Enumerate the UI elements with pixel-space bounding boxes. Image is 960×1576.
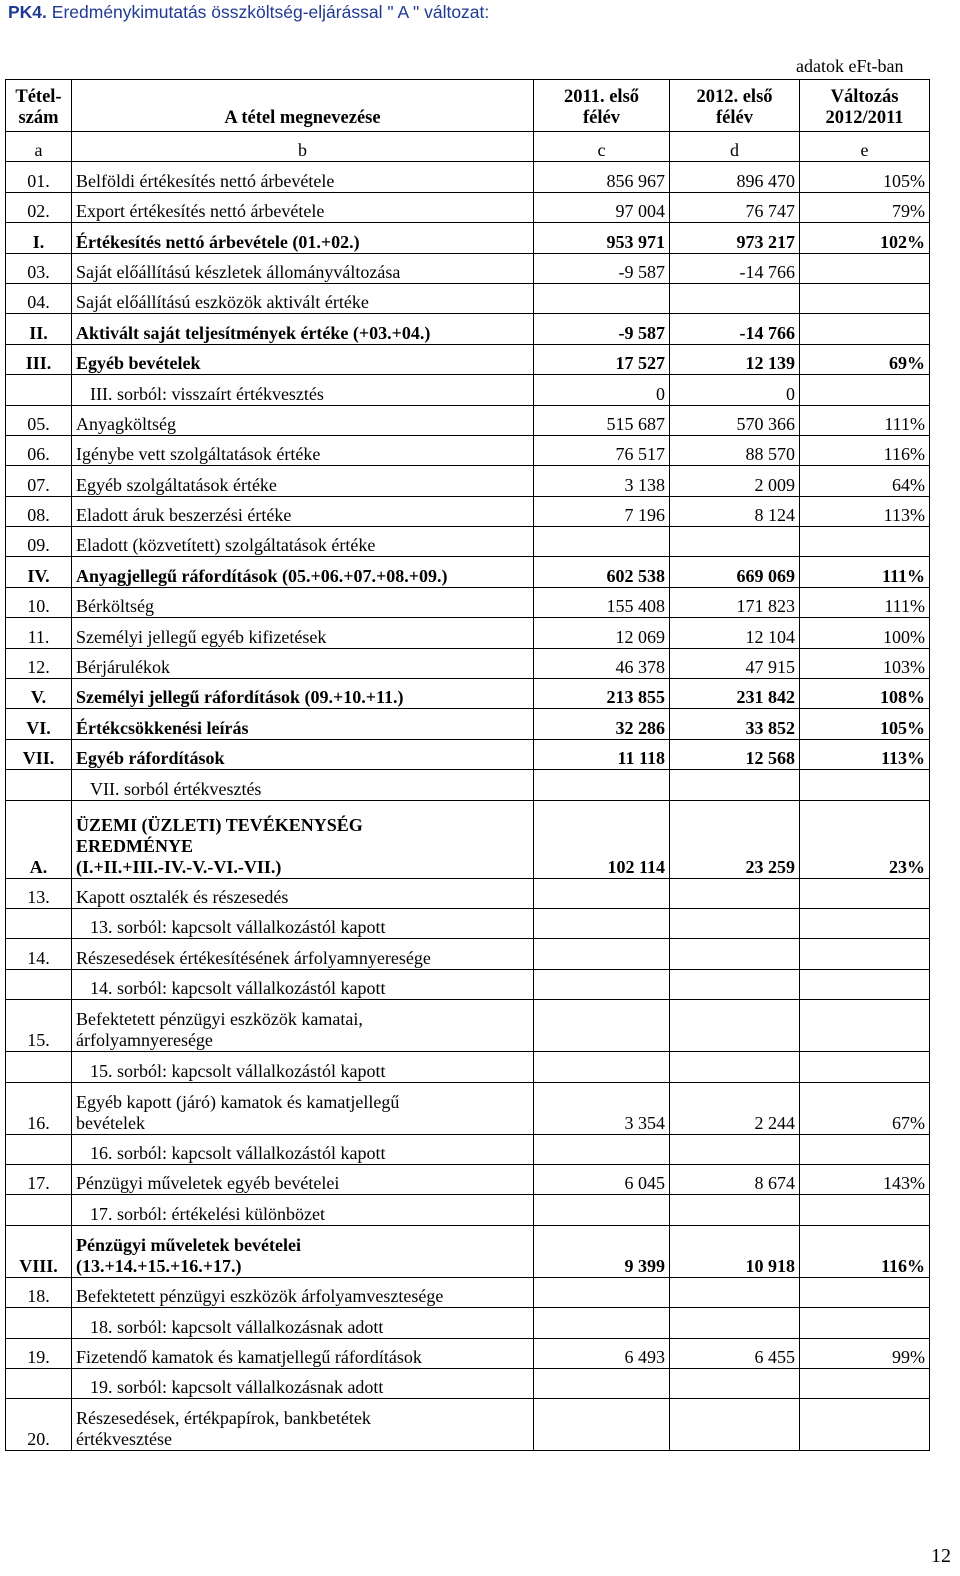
row-name: Eladott áruk beszerzési értéke	[72, 496, 534, 526]
table-row	[6, 1277, 930, 1307]
row-value-2011: 3 138	[534, 466, 670, 496]
row-change: 69%	[800, 344, 930, 374]
row-code	[6, 1195, 72, 1225]
row-value-2011: 0	[534, 375, 670, 405]
row-change: 113%	[800, 739, 930, 769]
header-code: Tétel- szám	[6, 80, 72, 132]
row-code: III.	[6, 344, 72, 374]
row-value-2011	[534, 1195, 670, 1225]
row-change	[800, 1000, 930, 1052]
row-name: Anyagjellegű ráfordítások (05.+06.+07.+08.+09.)	[72, 557, 534, 587]
row-code: I.	[6, 223, 72, 253]
row-name: Igénybe vett szolgáltatások értéke	[72, 435, 534, 465]
row-value-2011	[534, 1052, 670, 1082]
row-value-2011: 46 378	[534, 648, 670, 678]
row-change: 79%	[800, 192, 930, 222]
row-name: VII. sorból értékvesztés	[72, 770, 534, 800]
row-name: Kapott osztalék és részesedés	[72, 878, 534, 908]
row-value-2011	[534, 969, 670, 999]
row-change	[800, 1195, 930, 1225]
row-name: Pénzügyi műveletek egyéb bevételei	[72, 1164, 534, 1194]
table-row	[6, 314, 930, 344]
row-value-2011: 12 069	[534, 618, 670, 648]
row-code: IV.	[6, 557, 72, 587]
row-change	[800, 1308, 930, 1338]
row-name: Fizetendő kamatok és kamatjellegű ráfordítások	[72, 1338, 534, 1368]
row-change	[800, 770, 930, 800]
page-number: 12	[931, 1545, 951, 1567]
table-row	[6, 466, 930, 496]
table-row	[6, 223, 930, 253]
row-code	[6, 969, 72, 999]
table-row	[6, 908, 930, 938]
row-code	[6, 1052, 72, 1082]
row-name-line: árfolyamnyeresége	[76, 1030, 213, 1051]
row-change: 116%	[800, 1225, 930, 1277]
header-2012: 2012. első félév	[670, 80, 800, 132]
row-code: 18.	[6, 1277, 72, 1307]
row-value-2012	[670, 283, 800, 313]
row-code: 07.	[6, 466, 72, 496]
row-name-line: EREDMÉNYE	[76, 835, 194, 856]
row-change	[800, 1052, 930, 1082]
row-value-2011	[534, 283, 670, 313]
table-row	[6, 1338, 930, 1368]
row-code	[6, 375, 72, 405]
income-statement-table	[5, 79, 930, 1451]
table-row	[6, 709, 930, 739]
row-value-2012: 2 244	[670, 1082, 800, 1134]
row-name: Személyi jellegű egyéb kifizetések	[72, 618, 534, 648]
row-value-2011	[534, 1134, 670, 1164]
row-value-2011	[534, 878, 670, 908]
row-change: 99%	[800, 1338, 930, 1368]
row-value-2011: 17 527	[534, 344, 670, 374]
row-value-2012	[670, 1399, 800, 1451]
letter-a: a	[6, 132, 72, 162]
table-row	[6, 375, 930, 405]
row-value-2012: 33 852	[670, 709, 800, 739]
row-value-2011	[534, 1368, 670, 1398]
table-row	[6, 679, 930, 709]
row-name-line: Befektetett pénzügyi eszközök kamatai,	[76, 1009, 363, 1030]
row-value-2011: 602 538	[534, 557, 670, 587]
row-value-2011	[534, 1399, 670, 1451]
row-code: II.	[6, 314, 72, 344]
row-name: Eladott (közvetített) szolgáltatások értéke	[72, 527, 534, 557]
row-change: 102%	[800, 223, 930, 253]
row-name: 17. sorból: értékelési különbözet	[72, 1195, 534, 1225]
row-value-2012: 973 217	[670, 223, 800, 253]
row-code: 13.	[6, 878, 72, 908]
table-row	[6, 618, 930, 648]
row-change: 111%	[800, 587, 930, 617]
row-name: Bérköltség	[72, 587, 534, 617]
row-change: 105%	[800, 162, 930, 192]
row-value-2012: 47 915	[670, 648, 800, 678]
row-name-line: (I.+II.+III.-IV.-V.-VI.-VII.)	[76, 856, 282, 877]
row-name-line: Részesedések, értékpapírok, bankbetétek	[76, 1408, 371, 1429]
row-name: III. sorból: visszaírt értékvesztés	[72, 375, 534, 405]
row-code: 03.	[6, 253, 72, 283]
table-body	[6, 162, 930, 1451]
row-code	[6, 1134, 72, 1164]
row-name: Részesedések értékesítésének árfolyamnyeresége	[72, 939, 534, 969]
row-change	[800, 253, 930, 283]
row-name: 16. sorból: kapcsolt vállalkozástól kapott	[72, 1134, 534, 1164]
title-text: Eredménykimutatás összköltség-eljárással " A " változat:	[51, 2, 490, 22]
row-code: VIII.	[6, 1225, 72, 1277]
row-code: 17.	[6, 1164, 72, 1194]
row-value-2011: 515 687	[534, 405, 670, 435]
row-value-2011: 11 118	[534, 739, 670, 769]
row-value-2012: 669 069	[670, 557, 800, 587]
row-name: Bérjárulékok	[72, 648, 534, 678]
row-value-2011: 97 004	[534, 192, 670, 222]
table-row	[6, 1052, 930, 1082]
row-name: Saját előállítású készletek állományváltozása	[72, 253, 534, 283]
row-name-line: értékvesztése	[76, 1429, 172, 1450]
row-name: Anyagköltség	[72, 405, 534, 435]
row-value-2012: 76 747	[670, 192, 800, 222]
row-change: 23%	[800, 800, 930, 878]
row-name: Egyéb ráfordítások	[72, 739, 534, 769]
row-value-2012	[670, 1368, 800, 1398]
row-code	[6, 770, 72, 800]
row-name-line: Egyéb kapott (járó) kamatok és kamatjellegű	[76, 1091, 400, 1112]
header-row	[6, 80, 930, 132]
row-change: 111%	[800, 557, 930, 587]
row-name: 15. sorból: kapcsolt vállalkozástól kapott	[72, 1052, 534, 1082]
table-row	[6, 1082, 930, 1134]
row-value-2012: 12 139	[670, 344, 800, 374]
row-name	[72, 800, 534, 878]
row-change	[800, 283, 930, 313]
row-value-2011: 953 971	[534, 223, 670, 253]
row-value-2011: 7 196	[534, 496, 670, 526]
row-name: 19. sorból: kapcsolt vállalkozásnak adott	[72, 1368, 534, 1398]
letter-row	[6, 132, 930, 162]
row-value-2012: 12 568	[670, 739, 800, 769]
row-name: Befektetett pénzügyi eszközök árfolyamvesztesége	[72, 1277, 534, 1307]
row-value-2012: 171 823	[670, 587, 800, 617]
row-code: V.	[6, 679, 72, 709]
row-value-2011	[534, 908, 670, 938]
table-row	[6, 344, 930, 374]
row-change	[800, 1368, 930, 1398]
row-value-2011: 6 045	[534, 1164, 670, 1194]
row-change	[800, 1399, 930, 1451]
header-change: Változás 2012/2011	[800, 80, 930, 132]
table-row	[6, 283, 930, 313]
table-row	[6, 1134, 930, 1164]
row-value-2011: 856 967	[534, 162, 670, 192]
row-value-2012	[670, 908, 800, 938]
table-row	[6, 648, 930, 678]
letter-e: e	[800, 132, 930, 162]
row-value-2011	[534, 939, 670, 969]
row-change	[800, 527, 930, 557]
row-value-2011: 155 408	[534, 587, 670, 617]
row-value-2012	[670, 1277, 800, 1307]
table-row	[6, 939, 930, 969]
row-name-line: bevételek	[76, 1112, 145, 1133]
row-change: 116%	[800, 435, 930, 465]
row-name-line: (13.+14.+15.+16.+17.)	[76, 1255, 242, 1276]
row-value-2012: 8 124	[670, 496, 800, 526]
table-row	[6, 1225, 930, 1277]
row-value-2012	[670, 527, 800, 557]
row-code: 15.	[6, 1000, 72, 1052]
row-value-2011	[534, 527, 670, 557]
row-code: 04.	[6, 283, 72, 313]
row-change	[800, 969, 930, 999]
row-name-line: ÜZEMI (ÜZLETI) TEVÉKENYSÉG	[76, 814, 363, 835]
row-value-2011	[534, 770, 670, 800]
row-name	[72, 1000, 534, 1052]
row-value-2011: 3 354	[534, 1082, 670, 1134]
table-row	[6, 405, 930, 435]
row-value-2012: 896 470	[670, 162, 800, 192]
row-name: Export értékesítés nettó árbevétele	[72, 192, 534, 222]
table-row	[6, 1000, 930, 1052]
row-value-2012	[670, 878, 800, 908]
row-value-2011: 32 286	[534, 709, 670, 739]
row-name	[72, 1399, 534, 1451]
row-change: 100%	[800, 618, 930, 648]
row-name: 14. sorból: kapcsolt vállalkozástól kapott	[72, 969, 534, 999]
row-name: Egyéb szolgáltatások értéke	[72, 466, 534, 496]
letter-c: c	[534, 132, 670, 162]
row-code	[6, 1368, 72, 1398]
row-value-2012: 88 570	[670, 435, 800, 465]
row-change: 105%	[800, 709, 930, 739]
row-name: Belföldi értékesítés nettó árbevétele	[72, 162, 534, 192]
header-2011: 2011. első félév	[534, 80, 670, 132]
row-code: 20.	[6, 1399, 72, 1451]
row-value-2012: 2 009	[670, 466, 800, 496]
row-change: 143%	[800, 1164, 930, 1194]
table-row	[6, 739, 930, 769]
page-title	[8, 2, 489, 23]
row-value-2011: -9 587	[534, 314, 670, 344]
row-value-2012: 10 918	[670, 1225, 800, 1277]
row-value-2012	[670, 969, 800, 999]
row-code: A.	[6, 800, 72, 878]
row-value-2011	[534, 1308, 670, 1338]
row-change: 103%	[800, 648, 930, 678]
table-row	[6, 253, 930, 283]
row-value-2011: 6 493	[534, 1338, 670, 1368]
row-change: 67%	[800, 1082, 930, 1134]
unit-note: adatok eFt-ban	[796, 56, 904, 76]
table-row	[6, 878, 930, 908]
row-name: 13. sorból: kapcsolt vállalkozástól kapott	[72, 908, 534, 938]
row-code: 08.	[6, 496, 72, 526]
row-code: 14.	[6, 939, 72, 969]
row-value-2012	[670, 1195, 800, 1225]
table-row	[6, 192, 930, 222]
row-name: Saját előállítású eszközök aktivált értéke	[72, 283, 534, 313]
header-name: A tétel megnevezése	[72, 80, 534, 132]
row-code: 10.	[6, 587, 72, 617]
row-name: 18. sorból: kapcsolt vállalkozásnak adott	[72, 1308, 534, 1338]
row-code: 11.	[6, 618, 72, 648]
row-value-2012: 0	[670, 375, 800, 405]
table-row	[6, 1195, 930, 1225]
table-row	[6, 527, 930, 557]
row-name: Egyéb bevételek	[72, 344, 534, 374]
row-name: Aktivált saját teljesítmények értéke (+03.+04.)	[72, 314, 534, 344]
row-change: 64%	[800, 466, 930, 496]
row-code: 12.	[6, 648, 72, 678]
row-code: 09.	[6, 527, 72, 557]
letter-b: b	[72, 132, 534, 162]
row-code: 06.	[6, 435, 72, 465]
row-change: 113%	[800, 496, 930, 526]
row-code: VII.	[6, 739, 72, 769]
row-value-2012	[670, 770, 800, 800]
row-name: Értékcsökkenési leírás	[72, 709, 534, 739]
row-change	[800, 314, 930, 344]
row-value-2011: 102 114	[534, 800, 670, 878]
table-row	[6, 1368, 930, 1398]
row-code: VI.	[6, 709, 72, 739]
row-value-2012	[670, 1052, 800, 1082]
row-change	[800, 375, 930, 405]
row-value-2012: 8 674	[670, 1164, 800, 1194]
row-change: 111%	[800, 405, 930, 435]
row-code	[6, 1308, 72, 1338]
letter-d: d	[670, 132, 800, 162]
table-row	[6, 435, 930, 465]
row-value-2012	[670, 1000, 800, 1052]
row-value-2011: 213 855	[534, 679, 670, 709]
row-name: Értékesítés nettó árbevétele (01.+02.)	[72, 223, 534, 253]
title-code: PK4.	[8, 2, 47, 22]
row-name-line: Pénzügyi műveletek bevételei	[76, 1234, 301, 1255]
row-name: Személyi jellegű ráfordítások (09.+10.+11.)	[72, 679, 534, 709]
row-value-2012: -14 766	[670, 314, 800, 344]
row-value-2011: -9 587	[534, 253, 670, 283]
row-code: 02.	[6, 192, 72, 222]
row-value-2012: -14 766	[670, 253, 800, 283]
row-value-2012: 12 104	[670, 618, 800, 648]
row-value-2012: 23 259	[670, 800, 800, 878]
row-code: 19.	[6, 1338, 72, 1368]
row-value-2012: 6 455	[670, 1338, 800, 1368]
table-row	[6, 770, 930, 800]
table-row	[6, 1308, 930, 1338]
row-value-2011	[534, 1000, 670, 1052]
row-value-2012: 231 842	[670, 679, 800, 709]
table-row	[6, 587, 930, 617]
table-row	[6, 800, 930, 878]
row-value-2012	[670, 939, 800, 969]
table-row	[6, 1399, 930, 1451]
row-value-2011: 76 517	[534, 435, 670, 465]
row-name	[72, 1082, 534, 1134]
row-value-2012	[670, 1308, 800, 1338]
row-change: 108%	[800, 679, 930, 709]
table-row	[6, 969, 930, 999]
row-code: 01.	[6, 162, 72, 192]
table-row	[6, 557, 930, 587]
row-value-2012	[670, 1134, 800, 1164]
row-code	[6, 908, 72, 938]
row-value-2011	[534, 1277, 670, 1307]
row-name	[72, 1225, 534, 1277]
row-change	[800, 1277, 930, 1307]
row-change	[800, 1134, 930, 1164]
table-row	[6, 496, 930, 526]
row-change	[800, 908, 930, 938]
table-row	[6, 162, 930, 192]
row-code: 05.	[6, 405, 72, 435]
row-value-2012: 570 366	[670, 405, 800, 435]
row-code: 16.	[6, 1082, 72, 1134]
row-change	[800, 878, 930, 908]
table-row	[6, 1164, 930, 1194]
row-change	[800, 939, 930, 969]
row-value-2011: 9 399	[534, 1225, 670, 1277]
